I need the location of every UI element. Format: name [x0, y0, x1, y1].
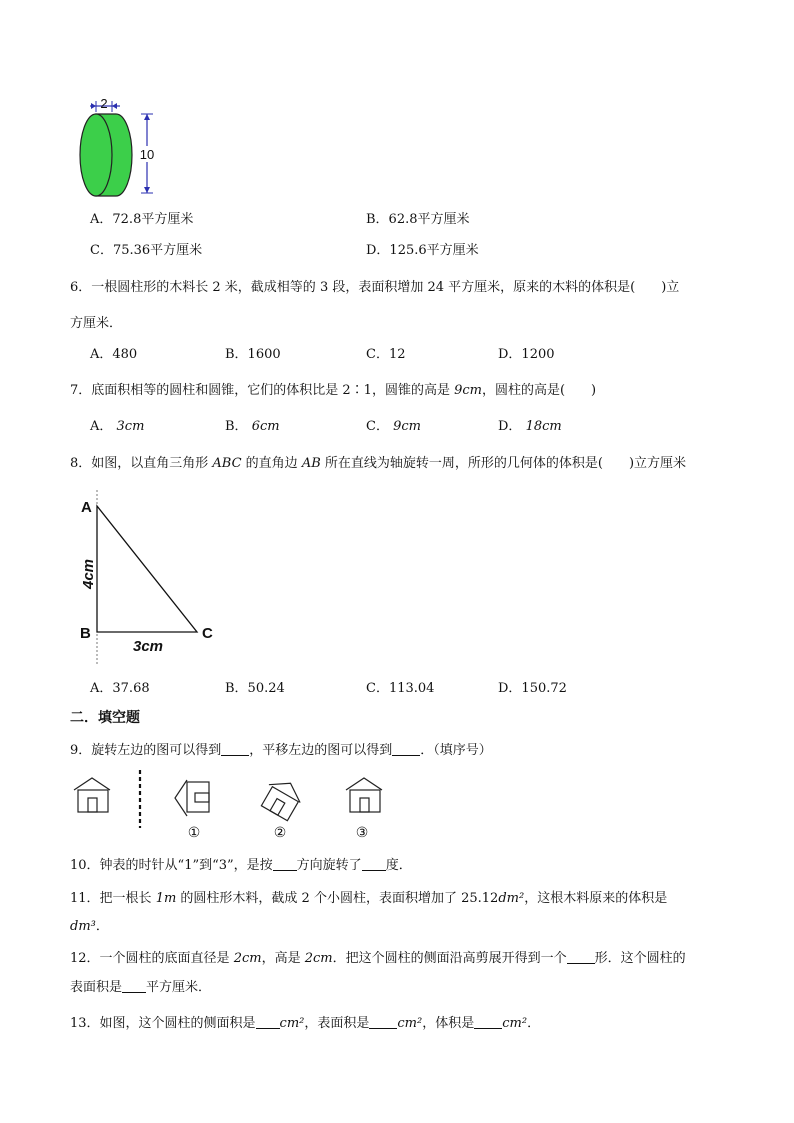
house-option-1-icon: [175, 780, 209, 816]
house-label-3: ③: [355, 824, 369, 840]
q5-option-b[interactable]: B．62.8平方厘米: [366, 212, 470, 227]
q12-blank-shape[interactable]: [567, 949, 595, 964]
width-label: 2: [100, 96, 108, 111]
vertex-a-label: A: [81, 499, 92, 516]
height-label: 10: [139, 147, 155, 162]
q9-blank-rotate[interactable]: [221, 741, 249, 756]
q9-blank-translate[interactable]: [392, 741, 420, 756]
q8-question: 8．如图，以直角三角形 ABC 的直角边 AB 所在直线为轴旋转一周，所形的几何体的体积是( )立方厘米: [70, 456, 687, 471]
q6-question: 6．一根圆柱形的木料长 2 米，截成相等的 3 段，表面积增加 24 平方厘米，原来的木料的体积是( )立: [70, 280, 680, 295]
side-bc-label: 3cm: [132, 638, 164, 655]
side-ab-label: 4cm: [80, 558, 97, 590]
q9-house-figures: [70, 770, 400, 840]
house-option-3-icon: [346, 778, 382, 812]
q7-question: 7．底面积相等的圆柱和圆锥，它们的体积比是 2∶1，圆锥的高是 9cm，圆柱的高是( ): [70, 383, 597, 398]
q5-option-a[interactable]: A．72.8平方厘米: [90, 212, 194, 227]
q7-option-b[interactable]: B． 6cm: [225, 419, 280, 434]
q8-option-c[interactable]: C．113.04: [366, 681, 435, 696]
q12-question-cont: 表面积是 平方厘米．: [70, 980, 212, 995]
q6-option-b[interactable]: B．1600: [225, 347, 281, 362]
right-triangle: [97, 506, 197, 632]
q13-blank-volume[interactable]: [474, 1014, 502, 1029]
q9-question: 9．旋转左边的图可以得到 ，平移左边的图可以得到 ．（填序号）: [70, 743, 492, 758]
q6-option-c[interactable]: C．12: [366, 347, 406, 362]
original-house-icon: [74, 778, 110, 812]
q5-option-d[interactable]: D．125.6平方厘米: [366, 243, 479, 258]
q5-cylinder-figure: [68, 96, 168, 200]
q6-option-d[interactable]: D．1200: [498, 347, 555, 362]
house-option-2-icon: [258, 774, 306, 821]
q8-option-b[interactable]: B．50.24: [225, 681, 285, 696]
q12-blank-area[interactable]: [122, 978, 146, 993]
q7-option-c[interactable]: C． 9cm: [366, 419, 421, 434]
q8-option-a[interactable]: A．37.68: [90, 681, 150, 696]
q10-blank-degrees[interactable]: [362, 856, 386, 871]
q5-option-c[interactable]: C．75.36平方厘米: [90, 243, 203, 258]
house-label-2: ②: [273, 824, 287, 840]
q13-blank-lateral-area[interactable]: [256, 1014, 280, 1029]
q13-blank-surface-area[interactable]: [369, 1014, 397, 1029]
q6-option-a[interactable]: A．480: [90, 347, 138, 362]
q10-blank-direction[interactable]: [273, 856, 297, 871]
q11-question: 11．把一根长 1m 的圆柱形木料，截成 2 个小圆柱，表面积增加了 25.12dm²，这根木料原来的体积是: [70, 891, 668, 906]
q11-question-cont: dm³．: [70, 919, 109, 934]
q12-question: 12．一个圆柱的底面直径是 2cm，高是 2cm．把这个圆柱的侧面沿高剪展开得到一个 形．这个圆柱的: [70, 951, 686, 966]
q13-question: 13．如图，这个圆柱的侧面积是 cm²，表面积是 cm²，体积是 cm²．: [70, 1016, 541, 1031]
q8-triangle-figure: [74, 490, 224, 666]
house-label-1: ①: [187, 824, 201, 840]
q7-option-d[interactable]: D． 18cm: [498, 419, 562, 434]
vertex-c-label: C: [202, 625, 213, 642]
q10-question: 10．钟表的时针从“1”到“3”，是按 方向旋转了 度．: [70, 858, 412, 873]
q6-question-cont: 方厘米．: [70, 316, 123, 331]
vertex-b-label: B: [80, 625, 91, 642]
q7-option-a[interactable]: A． 3cm: [90, 419, 145, 434]
cylinder-face: [80, 114, 112, 196]
section-fill-in-title: 二．填空题: [70, 710, 140, 726]
q8-option-d[interactable]: D．150.72: [498, 681, 567, 696]
